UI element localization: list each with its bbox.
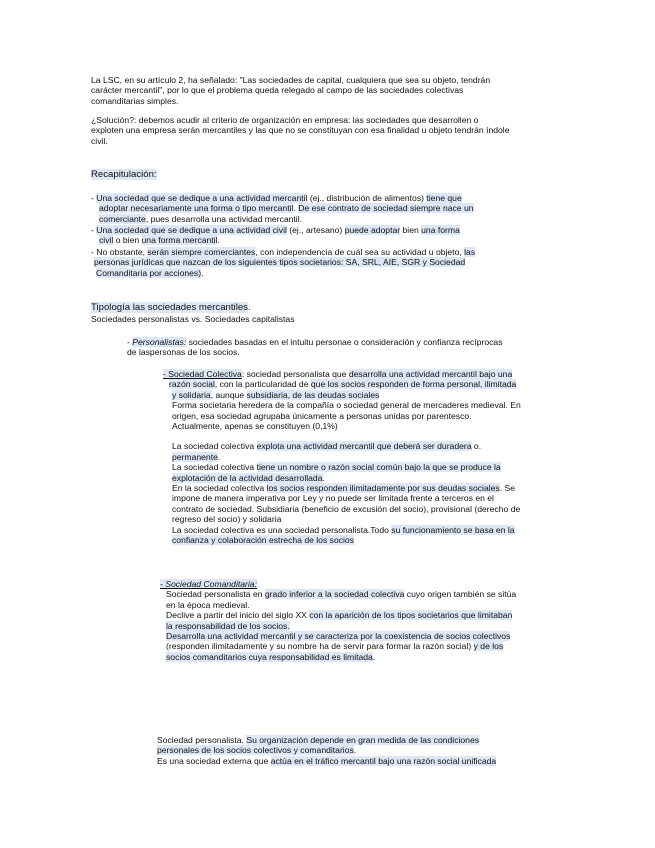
sociedad-colectiva-title: - Sociedad Colectiva [163, 369, 242, 379]
tipologia-heading: Tipología las sociedades mercantiles. [91, 302, 251, 313]
footer-paragraph: Sociedad personalista. Su organización depende en gran medida de las condiciones personales de los socios colectivos y comanditarios. Es una sociedad externa que actúa en el tráfico mercantil bajo una razón social unificada [157, 735, 497, 766]
colectiva-duracion: La sociedad colectiva explota una actividad mercantil que deberá ser duradera o. permanente. La sociedad colectiva tiene un nombre o razón social común bajo la que se produce la explotación de la actividad desarrollada. En la sociedad colectiva los socios responden ilimitadamente por sus deudas sociales. Se impone de manera imperativa por Ley y no puede ser limitada frente a terceros en el contrato de sociedad. Subsidiaria (beneficio de excusión del socio), provisional (derecho de regreso del socio) y solidaria La sociedad colectiva es una sociedad personalista.Todo su funcionamiento se basa en la confianza y colaboración estrecha de los socios [172, 441, 521, 546]
sociedad-comanditaria-section: - Sociedad Comanditaria: Sociedad personalista en grado inferior a la sociedad colectiva cuyo origen también se sitúa en la época medieval. Declive a partir del inicio del siglo XX con la aparición de los tipos societarios que limitaban la responsabilidad de los socios. Desarrolla una actividad mercantil y se caracteriza por la coexistencia de socios colectivos (responden ilimitadamente y su nombre ha de servir para formar la razón social) y de los socios comanditarios cuya responsabilidad es limitada. [160, 579, 517, 662]
intro-line: La LSC, en su artículo 2, ha señalado: "Las sociedades de capital, cualquiera que sea su objeto, tendrán [91, 75, 491, 85]
solucion-paragraph [91, 115, 611, 146]
colectiva-origen: Forma societaria heredera de la compañía o sociedad general de mercaderes medieval. En origen, esa sociedad agrupaba únicamente a personas unidas por parentesco. Actualmente, apenas se constituyen (0,1%) [172, 400, 521, 432]
sociedad-comanditaria-title: - Sociedad Comanditaria: [160, 579, 257, 589]
recap-bullet-2: - Una sociedad que se dedique a una actividad civil (ej., artesano) puede adoptar bien una forma civil o bien una forma mercantil. [91, 225, 460, 246]
sociedad-colectiva-section: - Sociedad Colectiva: sociedad personalista que desarrolla una actividad mercantil bajo una razón social, con la particularidad de que los socios responden de forma personal, ilimitada y solidaria, aunque subsidiaria, de las deudas sociales Forma societaria heredera de la compañía o sociedad general de mercaderes medieval. En origen, esa sociedad agrupaba únicamente a personas unidas por parentesco. Actualmente, apenas se constituyen (0,1%) La sociedad colectiva explota una actividad mercantil que deberá ser duradera o. permanente. La sociedad colectiva tiene un nombre o razón social común bajo la que se produce la explotación de la actividad desarrollada. En la sociedad colectiva los socios responden ilimitadamente por sus deudas sociales. Se impone de manera imperativa por Ley y no puede ser limitada frente a terceros en el contrato de sociedad. Subsidiaria (beneficio de excusión del socio), provisional (derecho de regreso del socio) y solidaria La sociedad colectiva es una sociedad personalista.Todo su funcionamiento se basa en la confianza y colaboración estrecha de los socios [163, 369, 568, 546]
recap-bullet-1: - Una sociedad que se dedique a una actividad mercantil (ej., distribución de alimentos) tiene que adoptar necesariamente una forma o tipo mercantil. De ese contrato de sociedad siempre nace un comerciante, pues desarrolla una actividad mercantil. [91, 193, 474, 224]
intro-line: carácter mercantil", por lo que el problema queda relegado al campo de las sociedades colectivas [91, 85, 464, 96]
personalistas-paragraph: - Personalistas: sociedades basadas en el intuitu personae o consideración y confianza recíprocas de laspersonas de los socios. [127, 337, 503, 358]
intro-paragraph [91, 75, 611, 106]
solucion-line: exploten una empresa serán mercantiles y las que no se constituyan con esa finalidad u objeto tendrán índole [91, 125, 510, 136]
solucion-line: ¿Solución?: debemos acudir al criterio de organización en empresa: las sociedades que desarrollen o [91, 115, 479, 125]
recap-bullet-3: - No obstante, serán siempre comerciantes, con independencia de cuál sea su actividad u objeto, las personas jurídicas que nazcan de los siguientes tipos societarios: SA, SRL, AIE, SGR y Sociedad Comanditaria por acciones). [91, 247, 476, 278]
tipologia-subheading: Sociedades personalistas vs. Sociedades capitalistas [91, 314, 295, 324]
recap-heading: Recapitulación: [91, 169, 157, 180]
solucion-line: civil. [91, 135, 108, 146]
intro-line: comanditarias simples. [91, 95, 179, 106]
